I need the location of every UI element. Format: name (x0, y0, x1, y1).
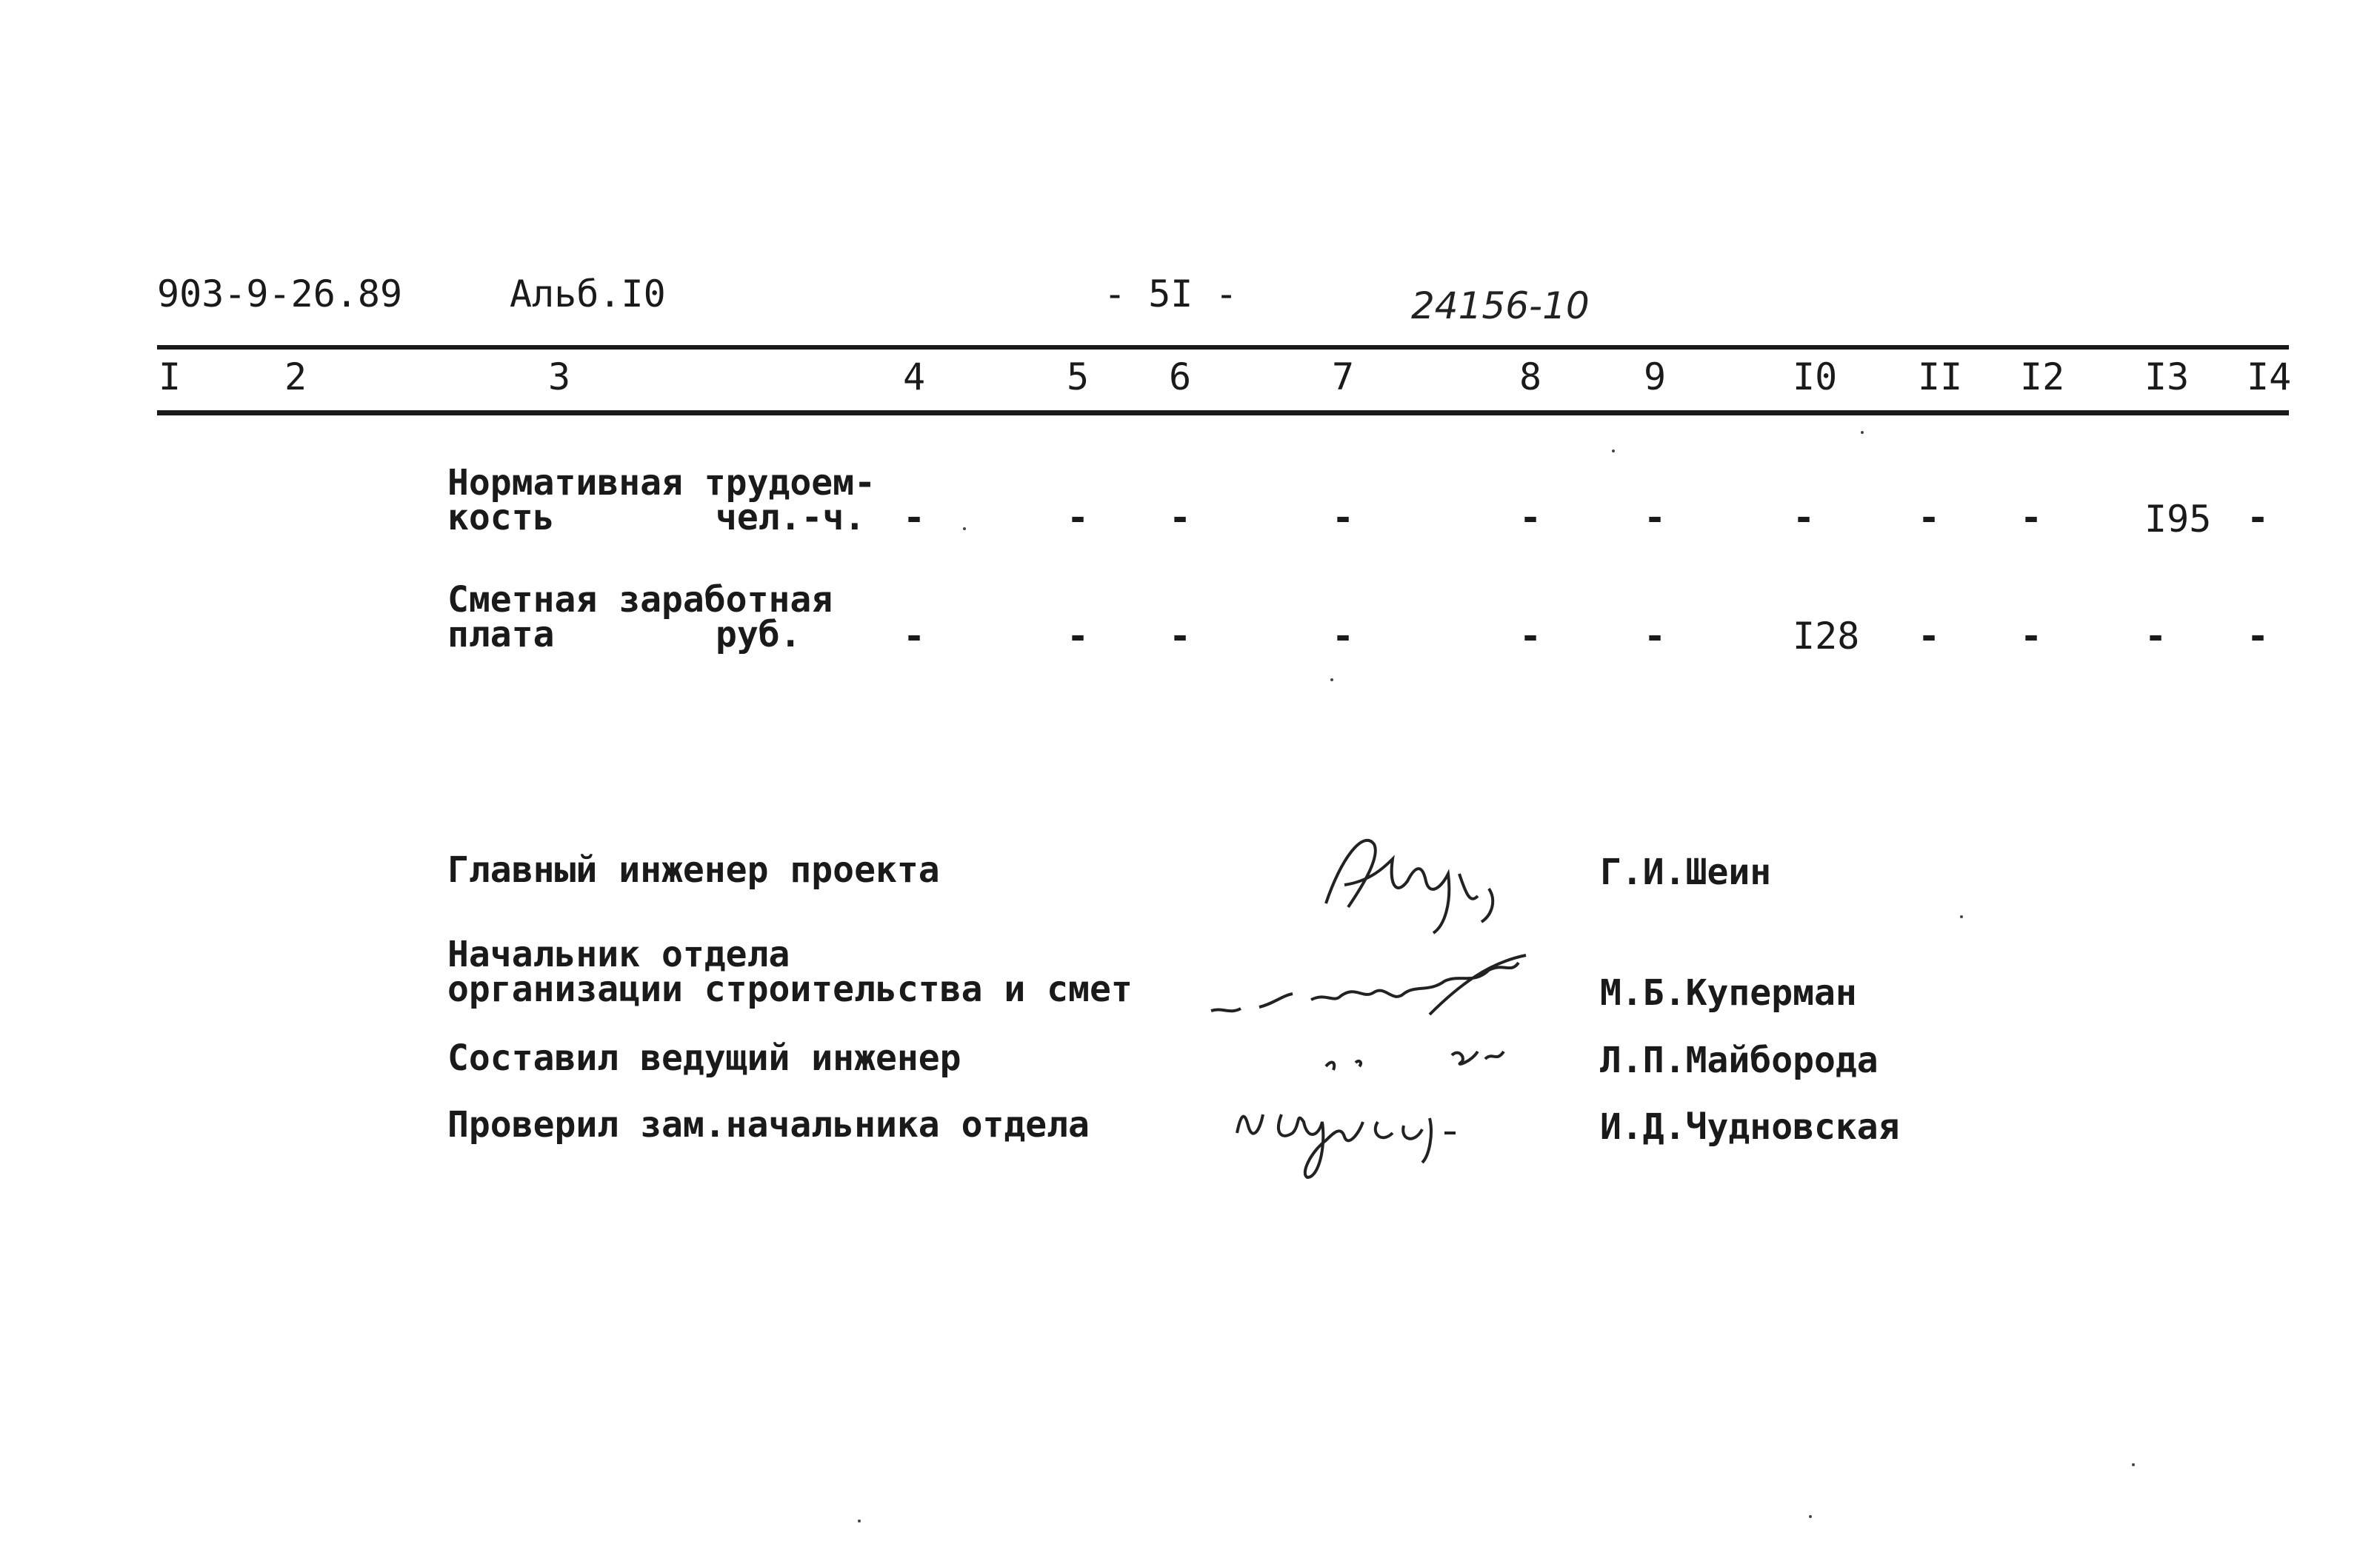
document-code: 903-9-26.89 (157, 273, 403, 315)
signature-chudnovskaya (1230, 1081, 1511, 1185)
scan-speck (1330, 678, 1333, 681)
scan-speck (1612, 449, 1615, 452)
signature-mayboroda (1326, 1029, 1570, 1081)
signature-kuperman (1207, 940, 1593, 1037)
table-cell: - (1519, 496, 1542, 539)
column-number: 9 (1644, 355, 1667, 398)
column-number: 8 (1519, 355, 1542, 398)
column-number: I0 (1793, 355, 1838, 398)
row-label-line1: Нормативная трудоем- (447, 462, 876, 504)
table-cell: - (2247, 496, 2270, 539)
table-cell: I95 (2144, 498, 2212, 541)
signatory-name: Г.И.Шеин (1600, 852, 1772, 893)
table-cell: - (2144, 615, 2167, 658)
table-cell: - (1169, 496, 1192, 539)
table-cell: - (1169, 615, 1192, 658)
scan-speck (1809, 1515, 1812, 1518)
scan-speck (858, 1520, 861, 1522)
column-number: I2 (2020, 355, 2065, 398)
scan-speck (963, 527, 966, 530)
table-cell: - (2020, 496, 2043, 539)
column-number: 4 (903, 355, 926, 398)
signatory-name: М.Б.Куперман (1600, 972, 1857, 1014)
signatory-name: Л.П.Майборода (1600, 1040, 1879, 1081)
row-label-line2: плата (447, 614, 555, 655)
table-cell: - (1793, 496, 1816, 539)
column-number: 3 (548, 355, 571, 398)
signature-sheyn (1304, 815, 1570, 948)
column-number: 6 (1169, 355, 1192, 398)
column-number: 7 (1332, 355, 1355, 398)
table-cell: - (2020, 615, 2043, 658)
page-number: - 5I - (1104, 273, 1238, 315)
table-cell: - (1644, 496, 1667, 539)
signature-title: Главный инженер проекта (447, 849, 940, 891)
scan-speck (1861, 431, 1864, 434)
table-cell: - (1918, 615, 1941, 658)
column-number: I (159, 355, 181, 398)
handwritten-code: 24156-10 (1411, 284, 1590, 327)
table-header-rule (157, 410, 2289, 415)
table-cell: - (1332, 496, 1355, 539)
signatory-name: И.Д.Чудновская (1600, 1106, 1900, 1148)
column-number: 5 (1067, 355, 1090, 398)
column-number: I4 (2247, 355, 2292, 398)
row-label-line1: Сметная заработная (447, 579, 833, 621)
signature-title-line2: организации строительства и смет (447, 969, 1133, 1010)
signature-title: Составил ведущий инженер (447, 1037, 961, 1079)
table-cell: - (1067, 496, 1090, 539)
table-cell: - (2247, 615, 2270, 658)
scan-speck (1960, 915, 1963, 918)
signature-title: Проверил зам.начальника отдела (447, 1104, 1090, 1146)
album-number: Альб.I0 (510, 273, 666, 315)
signature-title: Начальник отдела (447, 934, 790, 975)
table-cell: - (1519, 615, 1542, 658)
row-unit: чел.-ч. (716, 497, 866, 538)
table-cell: - (1332, 615, 1355, 658)
table-cell: - (903, 615, 926, 658)
table-cell: - (1067, 615, 1090, 658)
scan-speck (2132, 1463, 2135, 1466)
table-cell: I28 (1793, 615, 1860, 658)
row-unit: руб. (716, 614, 801, 655)
column-number: I3 (2144, 355, 2190, 398)
column-number: 2 (284, 355, 307, 398)
table-cell: - (903, 496, 926, 539)
row-label-line2: кость (447, 497, 555, 538)
table-cell: - (1644, 615, 1667, 658)
column-number: II (1918, 355, 1963, 398)
table-top-rule (157, 345, 2289, 350)
table-cell: - (1918, 496, 1941, 539)
